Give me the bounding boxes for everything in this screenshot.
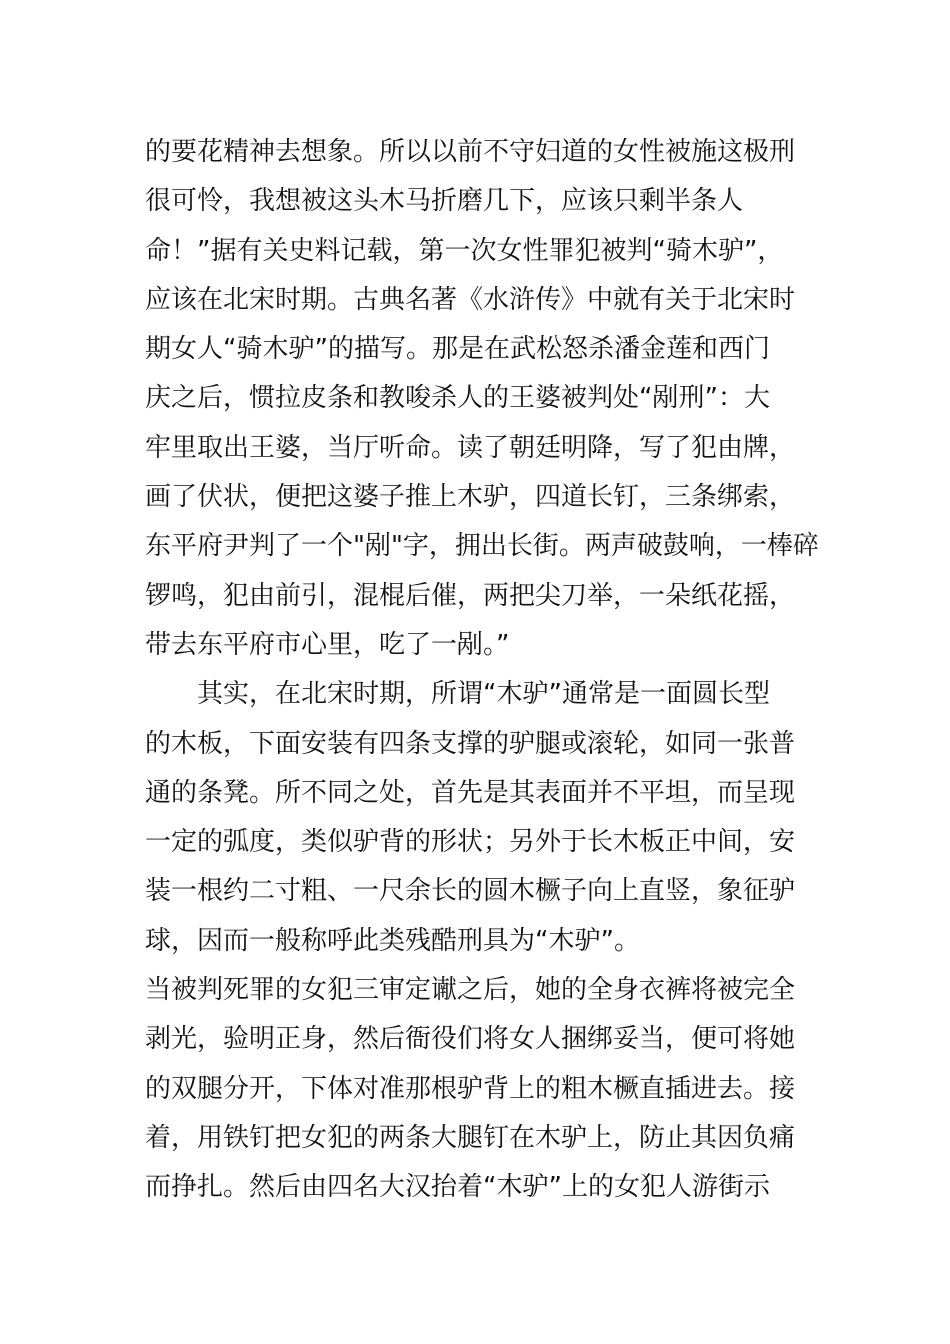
text-line: 应该在北宋时期。古典名著《水浒传》中就有关于北宋时 — [145, 284, 796, 315]
text-line: 东平府尹判了一个"剐"字，拥出长街。两声破鼓响，一棒碎 — [145, 531, 819, 562]
text-line: 的双腿分开，下体对准那根驴背上的粗木橛直插进去。接 — [145, 1073, 796, 1104]
text-line: 的要花精神去想象。所以以前不守妇道的女性被施这极刑 — [145, 137, 796, 167]
body-text — [145, 128, 825, 1213]
text-line: 一定的弧度，类似驴背的形状；另外于长木板正中间，安 — [145, 827, 796, 858]
text-line: 而挣扎。然后由四名大汉抬着“木驴”上的女犯人游街示 — [145, 1172, 770, 1203]
text-line: 的木板，下面安装有四条支撑的驴腿或滚轮，如同一张普 — [145, 728, 796, 759]
text-line: 装一根约二寸粗、一尺余长的圆木橛子向上直竖，象征驴 — [145, 876, 796, 907]
text-line: 牢里取出王婆，当厅听命。读了朝廷明降，写了犯由牌， — [145, 432, 796, 463]
paragraph-start-line: 其实，在北宋时期，所谓“木驴”通常是一面圆长型 — [197, 679, 770, 710]
text-line: 锣鸣，犯由前引，混棍后催，两把尖刀举，一朵纸花摇， — [145, 580, 796, 611]
text-line: 通的条凳。所不同之处，首先是其表面并不平坦，而呈现 — [145, 777, 796, 808]
text-line: 球，因而一般称呼此类残酷刑具为“木驴”。 — [145, 925, 640, 956]
paragraph-start-line: 当被判死罪的女犯三审定谳之后，她的全身衣裤将被完全 — [145, 975, 796, 1006]
text-line: 很可怜，我想被这头木马折磨几下，应该只剩半条人 — [145, 186, 744, 217]
text-line: 命！”据有关史料记载，第一次女性罪犯被判“骑木驴”， — [145, 235, 784, 266]
text-line: 期女人“骑木驴”的描写。那是在武松怒杀潘金莲和西门 — [145, 334, 770, 365]
text-line: 带去东平府市心里，吃了一剐。” — [145, 629, 510, 660]
text-line: 庆之后，惯拉皮条和教唆杀人的王婆被判处“剐刑”：大 — [145, 383, 770, 414]
text-line: 着，用铁钉把女犯的两条大腿钉在木驴上，防止其因负痛 — [145, 1122, 796, 1153]
text-line: 剥光，验明正身，然后衙役们将女人捆绑妥当，便可将她 — [145, 1024, 796, 1055]
text-line: 画了伏状，便把这婆子推上木驴，四道长钉，三条绑索， — [145, 482, 796, 513]
